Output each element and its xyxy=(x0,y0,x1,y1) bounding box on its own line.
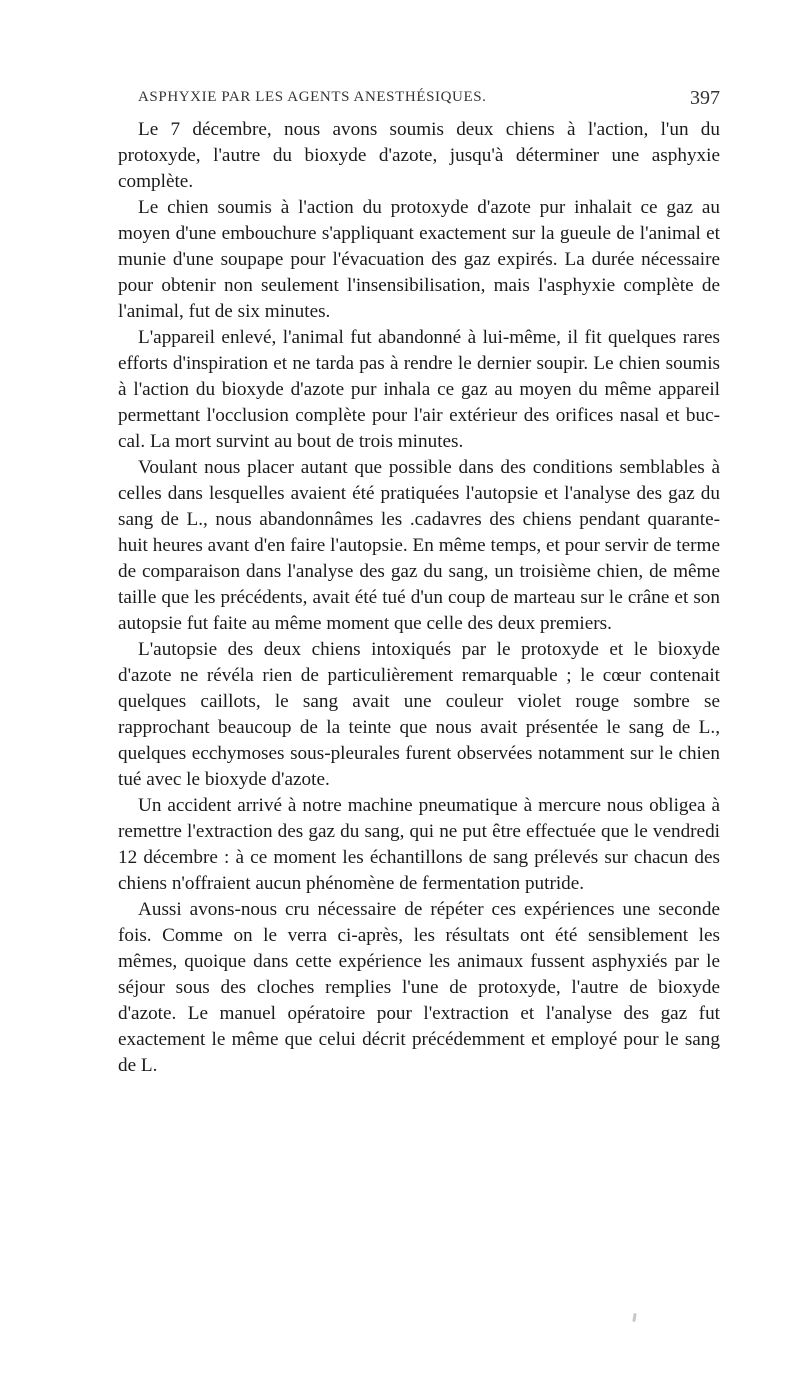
paper-speck xyxy=(632,1313,637,1322)
paragraph-2: Le chien soumis à l'action du protoxyde d'azote pur inhalait ce gaz au moyen d'une embouchure s'appliquant exactement sur la gueule de l'animal et munie d'une soupape pour l'évacuation des gaz expirés. La durée nécessaire pour obtenir non seulement l'insensibilisation, mais l'asphyxie complète de l'animal, fut de six minutes. xyxy=(118,197,720,322)
running-title: ASPHYXIE PAR LES AGENTS ANESTHÉSIQUES. xyxy=(138,89,487,105)
running-head xyxy=(118,89,720,111)
page-number: 397 xyxy=(690,87,720,109)
paragraph-5: L'autopsie des deux chiens intoxiqués par le protoxyde et le bioxyde d'azote ne révéla rien de particulièrement remarquable ; le cœur contenait quelques caillots, le sang avait une couleur violet rouge sombre se rapprochant beaucoup de la teinte que nous avait présentée le sang de L., quelques ecchymoses sous-pleurales furent observées notamment sur le chien tué avec le bioxyde d'azote. xyxy=(118,639,720,790)
paragraph-3: L'appareil enlevé, l'animal fut abandonné à lui-même, il fit quelques rares efforts d'inspiration et ne tarda pas à rendre le dernier soupir. Le chien soumis à l'action du bioxyde d'azote pur inhala ce gaz au moyen du même appareil permettant l'occlusion complète pour l'air extérieur des orifices nasal et buccal. La mort survint au bout de trois minutes. xyxy=(118,327,720,452)
paragraph-6: Un accident arrivé à notre machine pneumatique à mercure nous obligea à remettre l'extraction des gaz du sang, qui ne put être effectuée que le vendredi 12 décembre : à ce moment les échantillons de sang prélevés sur chacun des chiens n'offraient aucun phénomène de fermentation putride. xyxy=(118,795,720,894)
body-text xyxy=(118,117,720,1079)
paragraph-4: Voulant nous placer autant que possible dans des conditions semblables à celles dans lesquelles avaient été pratiquées l'autopsie et l'analyse des gaz du sang de L., nous abandonnâmes les .cadavres des chiens pendant quarante-huit heures avant d'en faire l'autopsie. En même temps, et pour servir de terme de comparaison dans l'analyse des gaz du sang, un troisième chien, de même taille que les précédents, avait été tué d'un coup de marteau sur le crâne et son autopsie fut faite au même moment que celle des deux premiers. xyxy=(118,457,720,634)
paragraph-1: Le 7 décembre, nous avons soumis deux chiens à l'action, l'un du protoxyde, l'autre du bioxyde d'azote, jusqu'à déterminer une asphyxie complète. xyxy=(118,119,720,192)
paragraph-7: Aussi avons-nous cru nécessaire de répéter ces expériences une seconde fois. Comme on le verra ci-après, les résultats ont été sensiblement les mêmes, quoique dans cette expérience les animaux fussent asphyxiés par le séjour sous des cloches remplies l'une de protoxyde, l'autre de bioxyde d'azote. Le manuel opératoire pour l'extraction et l'analyse des gaz fut exactement le même que celui décrit précédemment et employé pour le sang de L. xyxy=(118,899,720,1076)
